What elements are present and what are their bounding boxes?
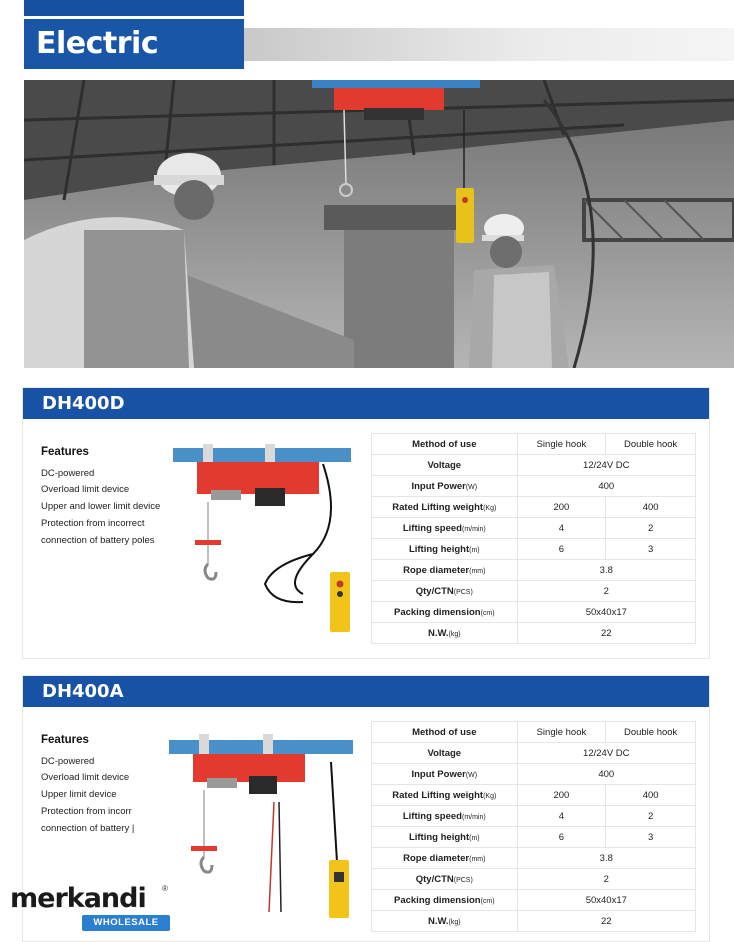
table-row xyxy=(372,890,696,911)
table-row xyxy=(372,806,696,827)
feature-item: connection of battery | xyxy=(41,822,135,834)
table-row xyxy=(372,764,696,785)
spec-label: Lifting height(m) xyxy=(372,827,518,848)
table-row xyxy=(372,560,696,581)
spec-label: N.W.(kg) xyxy=(372,911,518,932)
spec-label: Packing dimension(cm) xyxy=(372,890,518,911)
spec-value: 3 xyxy=(606,539,696,560)
feature-item: DC-powered xyxy=(41,755,95,767)
spec-label: Qty/CTN(PCS) xyxy=(372,581,518,602)
table-row xyxy=(372,476,696,497)
spec-value: 400 xyxy=(606,785,696,806)
page-title: Electric xyxy=(24,19,244,69)
feature-item: Overload limit device xyxy=(41,772,130,784)
header-accent-bar xyxy=(24,0,244,16)
spec-value: 2 xyxy=(517,581,695,602)
spec-label: Voltage xyxy=(372,455,518,476)
spec-label: Lifting speed(m/min) xyxy=(372,806,518,827)
spec-value: 400 xyxy=(517,764,695,785)
spec-value: 3 xyxy=(606,827,696,848)
spec-label: Packing dimension(cm) xyxy=(372,602,518,623)
table-row xyxy=(372,827,696,848)
features-list xyxy=(41,444,160,549)
spec-label: Lifting speed(m/min) xyxy=(372,518,518,539)
section-title: DH400A xyxy=(23,676,709,707)
spec-value: Single hook xyxy=(517,434,606,455)
spec-value: Double hook xyxy=(606,434,696,455)
hoist-image xyxy=(169,732,355,937)
feature-item: Upper and lower limit device xyxy=(41,501,161,513)
table-row xyxy=(372,539,696,560)
table-row xyxy=(372,602,696,623)
spec-value: 50x40x17 xyxy=(517,602,695,623)
feature-item: connection of battery poles xyxy=(41,534,155,546)
spec-value: 22 xyxy=(517,911,695,932)
spec-label: Method of use xyxy=(372,722,518,743)
spec-value: 4 xyxy=(517,518,606,539)
spec-value: 200 xyxy=(517,785,606,806)
feature-item: Protection from incorrect xyxy=(41,517,145,529)
features-title: Features xyxy=(41,734,89,746)
spec-label: Rated Lifting weight(Kg) xyxy=(372,497,518,518)
features-title: Features xyxy=(41,446,89,458)
table-row xyxy=(372,581,696,602)
feature-item: Upper limit device xyxy=(41,789,117,801)
spec-table xyxy=(371,721,696,932)
hero-photo xyxy=(24,80,734,368)
spec-value: 50x40x17 xyxy=(517,890,695,911)
spec-value: 400 xyxy=(606,497,696,518)
table-row xyxy=(372,518,696,539)
header-grey-band xyxy=(244,28,734,61)
table-row xyxy=(372,623,696,644)
spec-value: Single hook xyxy=(517,722,606,743)
spec-value: 3.8 xyxy=(517,560,695,581)
spec-value: 400 xyxy=(517,476,695,497)
table-row xyxy=(372,722,696,743)
logo-wordmark: merkandi xyxy=(10,883,146,914)
spec-value: 6 xyxy=(517,539,606,560)
spec-label: N.W.(kg) xyxy=(372,623,518,644)
table-row xyxy=(372,911,696,932)
spec-label: Rated Lifting weight(Kg) xyxy=(372,785,518,806)
spec-label: Input Power(W) xyxy=(372,476,518,497)
table-row xyxy=(372,785,696,806)
spec-value: 12/24V DC xyxy=(517,455,695,476)
table-row xyxy=(372,869,696,890)
spec-value: 3.8 xyxy=(517,848,695,869)
spec-value: 22 xyxy=(517,623,695,644)
table-row xyxy=(372,434,696,455)
logo-registered-mark: ® xyxy=(162,884,168,893)
spec-label: Method of use xyxy=(372,434,518,455)
spec-label: Input Power(W) xyxy=(372,764,518,785)
spec-label: Lifting height(m) xyxy=(372,539,518,560)
spec-label: Rope diameter(mm) xyxy=(372,560,518,581)
spec-value: 4 xyxy=(517,806,606,827)
merkandi-logo xyxy=(10,884,172,932)
spec-label: Voltage xyxy=(372,743,518,764)
spec-value: 6 xyxy=(517,827,606,848)
product-section-dh400d xyxy=(22,387,710,659)
spec-value: 2 xyxy=(517,869,695,890)
feature-item: Overload limit device xyxy=(41,484,130,496)
feature-item: Protection from incorr xyxy=(41,805,132,817)
section-title: DH400D xyxy=(23,388,709,419)
spec-value: 12/24V DC xyxy=(517,743,695,764)
spec-table xyxy=(371,433,696,644)
table-row xyxy=(372,743,696,764)
spec-value: 2 xyxy=(606,518,696,539)
table-row xyxy=(372,497,696,518)
table-row xyxy=(372,455,696,476)
spec-value: 200 xyxy=(517,497,606,518)
spec-value: 2 xyxy=(606,806,696,827)
features-list xyxy=(41,732,134,837)
table-row xyxy=(372,848,696,869)
spec-label: Qty/CTN(PCS) xyxy=(372,869,518,890)
logo-badge: WHOLESALE xyxy=(82,915,170,931)
spec-value: Double hook xyxy=(606,722,696,743)
hoist-image xyxy=(173,444,353,639)
feature-item: DC-powered xyxy=(41,467,95,479)
spec-label: Rope diameter(mm) xyxy=(372,848,518,869)
